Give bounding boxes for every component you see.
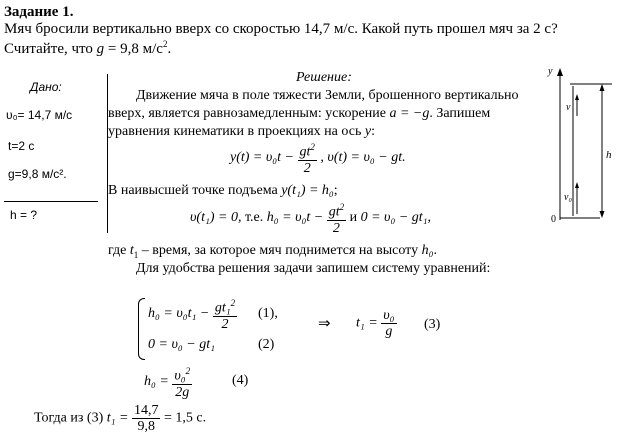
equation-h0: h₀ = $\frac{\upsilon_0^2}{2g}$ [144, 366, 191, 400]
velocity-bottom-label: v₀ [564, 192, 572, 203]
task-text-line1: Мяч бросили вертикально вверх со скоростью 14,7 м/с. Какой путь прошел мяч за 2 с? [4, 21, 558, 37]
velocity-vector-top-head [575, 94, 579, 100]
solution-p2: В наивысшей точке подъема y(t₁) = h₀; [108, 183, 338, 198]
equation-top-point: υ(t₁) = 0, т.е. h₀ = υ₀t − $\frac{gt^2}{2}$ и 0 = υ₀ − gt₁, [190, 202, 432, 236]
motion-diagram [540, 60, 620, 230]
res3-fraction: $\frac{\text{υ₀}}{g}$ [383, 308, 395, 339]
given-t: t=2 с [8, 139, 35, 153]
task-title: Задание 1. [4, 4, 74, 20]
solution-header: Решение: [296, 70, 352, 85]
system-brace [138, 298, 145, 360]
eq2-fraction: $\frac{gt^2}{2}$ [328, 202, 345, 236]
task-text-line2: Считайте, что g = 9,8 $м/с^2$. [4, 39, 172, 57]
system-eq1-label: (1), [258, 306, 278, 321]
result-t1-label: (3) [424, 317, 441, 332]
solution-p4: Для удобства решения задачи запишем систему уравнений: [136, 261, 491, 276]
final-calculation: Тогда из (3) t₁ = $\frac{14,7}{9,8}$ = 1,5 с. [34, 403, 207, 434]
result-t1: t₁ = $\frac{\text{υ₀}}{g}$ [356, 308, 395, 339]
given-find: h = ? [10, 208, 38, 222]
given-divider [4, 201, 98, 202]
solution-p1-line1: Движение мяча в поле тяжести Земли, брошенного вертикально [136, 88, 519, 103]
solution-p1-line2: вверх, является равнозамедленным: ускорение a = −g. Запишем [108, 106, 491, 121]
system-eq2-label: (2) [258, 337, 275, 352]
solution-p1-line3: уравнения кинематики в проекциях на ось y: [108, 124, 375, 139]
system-eq2: 0 = υ₀ − gt₁ [148, 337, 215, 352]
implies-arrow: ⇒ [318, 316, 331, 332]
origin-label: 0 [551, 214, 556, 225]
eq1-fraction: $\frac{gt^2}{2}$ [299, 142, 315, 176]
equation-kinematics: y(t) = υ₀t − $\frac{gt^2}{2}$ , υ(t) = υ₀ − gt. [230, 142, 406, 176]
eq4-fraction: $\frac{\upsilon_0^2}{2g}$ [174, 366, 191, 400]
velocity-top-label: v [566, 102, 571, 113]
velocity-vector-bottom-head [575, 182, 579, 188]
height-arrow-top [600, 84, 605, 91]
height-label: h [606, 149, 612, 161]
solution-p3: где $t_1$ – время, за которое мяч поднимется на высоту h₀. [108, 243, 437, 260]
system-eq1: h₀ = υ₀t₁ − $\frac{gt_1^2}{2}$ [148, 298, 236, 332]
y-axis-arrowhead [557, 68, 563, 76]
equation-h0-label: (4) [232, 373, 249, 388]
given-v0: υ₀= 14,7 м/с [6, 108, 73, 122]
final-fraction: $\frac{14,7}{9,8}$ [133, 403, 159, 434]
given-g: g=9,8 м/с². [8, 167, 67, 181]
height-arrow-bottom [600, 211, 605, 218]
sys1-fraction: $\frac{gt_1^2}{2}$ [214, 298, 236, 332]
given-header: Дано: [30, 80, 62, 94]
axis-y-label: y [548, 66, 553, 77]
